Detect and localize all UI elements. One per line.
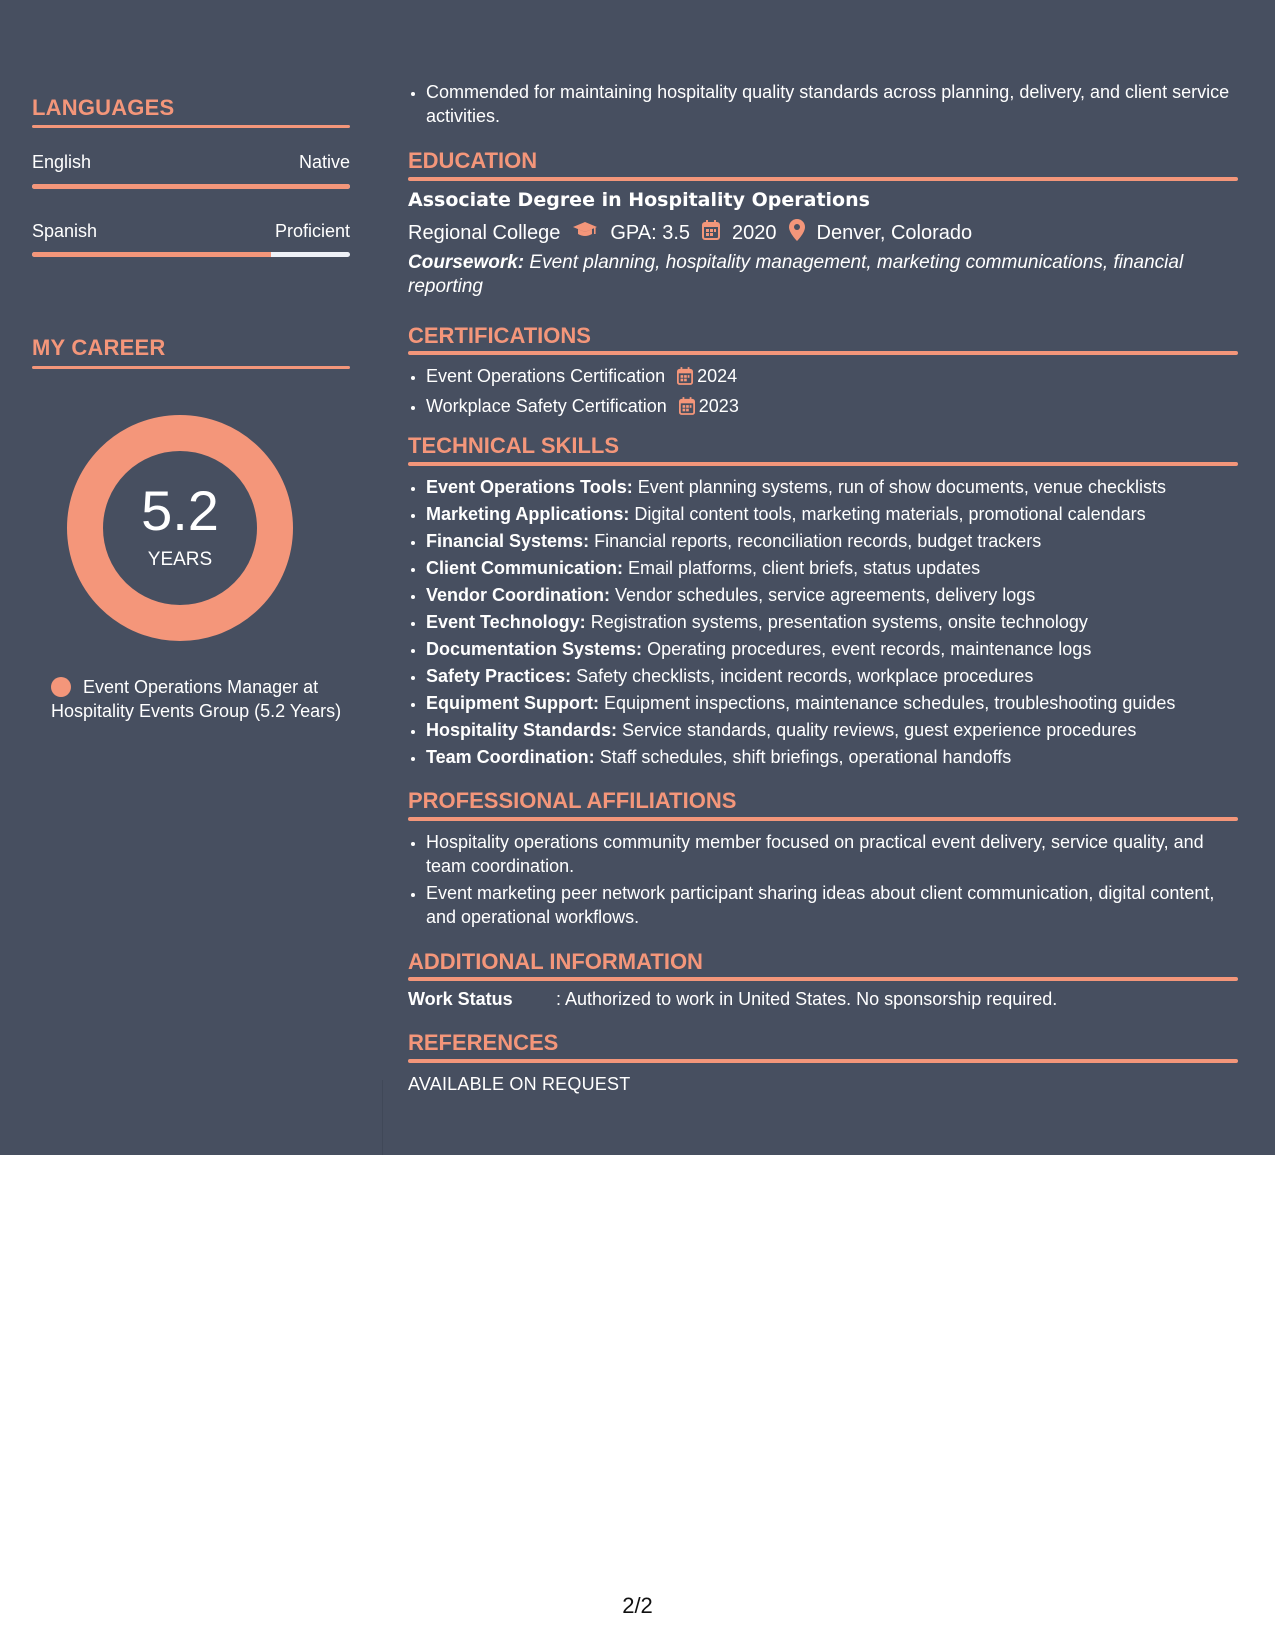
skill-value: Financial reports, reconciliation records, budget trackers bbox=[594, 531, 1042, 551]
skill-item bbox=[426, 501, 1238, 528]
skill-key: Client Communication: bbox=[426, 558, 623, 578]
skill-key: Vendor Coordination: bbox=[426, 585, 610, 605]
degree-title: Associate Degree in Hospitality Operations bbox=[408, 189, 870, 211]
language-item-english bbox=[32, 152, 350, 173]
language-level: Native bbox=[298, 152, 350, 172]
career-rule bbox=[32, 366, 350, 369]
language-bar-english bbox=[32, 184, 350, 189]
skill-value: Equipment inspections, maintenance schedules, troubleshooting guides bbox=[604, 693, 1176, 713]
certifications-rule bbox=[408, 351, 1238, 355]
certification-year: 2023 bbox=[698, 396, 739, 416]
coursework-text: Event planning, hospitality management, marketing communications, financial reporting bbox=[408, 252, 1184, 297]
skill-item bbox=[426, 663, 1238, 690]
graduation-cap-icon bbox=[572, 221, 598, 245]
additional-info-title: ADDITIONAL INFORMATION bbox=[408, 949, 703, 974]
skill-value: Digital content tools, marketing materials, promotional calendars bbox=[634, 504, 1146, 524]
language-name: Spanish bbox=[32, 221, 98, 241]
education-meta bbox=[408, 219, 1238, 247]
career-total-unit: YEARS bbox=[147, 549, 213, 570]
column-divider bbox=[382, 1080, 383, 1155]
experience-bullet: • Commended for maintaining hospitality quality standards across planning, delivery, and client service activities. bbox=[426, 80, 1238, 128]
certification-name: Event Operations Certification bbox=[426, 366, 666, 386]
coursework-label: Coursework: bbox=[408, 252, 525, 273]
skill-item bbox=[426, 474, 1238, 501]
education-location: Denver, Colorado bbox=[816, 221, 973, 244]
affiliations-rule bbox=[408, 817, 1238, 821]
skill-key: Team Coordination: bbox=[426, 747, 595, 767]
certifications-list bbox=[408, 363, 1238, 423]
work-status-label: Work Status bbox=[408, 989, 513, 1009]
languages-title: LANGUAGES bbox=[32, 95, 175, 120]
technical-skills-list bbox=[408, 474, 1238, 771]
skill-key: Event Technology: bbox=[426, 612, 586, 632]
skill-item bbox=[426, 717, 1238, 744]
additional-info-rule bbox=[408, 977, 1238, 981]
career-legend-item bbox=[51, 675, 351, 723]
education-title: EDUCATION bbox=[408, 148, 538, 173]
skill-item bbox=[426, 744, 1238, 771]
work-status-row bbox=[408, 989, 1238, 1010]
language-level: Proficient bbox=[274, 221, 350, 241]
skill-key: Marketing Applications: bbox=[426, 504, 630, 524]
skill-value: Registration systems, presentation systems, onsite technology bbox=[590, 612, 1088, 632]
affiliations-title: PROFESSIONAL AFFILIATIONS bbox=[408, 788, 737, 813]
language-bar-spanish bbox=[32, 252, 350, 257]
affiliation-item: • Hospitality operations community member focused on practical event delivery, service quality, and team coordination. bbox=[426, 830, 1238, 878]
gpa-text: GPA: 3.5 bbox=[610, 221, 690, 244]
career-title: MY CAREER bbox=[32, 335, 166, 360]
references-rule bbox=[408, 1059, 1238, 1063]
affiliations-list bbox=[408, 830, 1238, 929]
technical-skills-title: TECHNICAL SKILLS bbox=[408, 433, 620, 458]
skill-key: Hospitality Standards: bbox=[426, 720, 618, 740]
skill-value: Safety checklists, incident records, workplace procedures bbox=[576, 666, 1034, 686]
certification-item bbox=[426, 363, 1238, 393]
page-number: 2/2 bbox=[622, 1593, 653, 1618]
school-name: Regional College bbox=[408, 221, 561, 244]
language-name: English bbox=[32, 152, 92, 172]
experience-tail bbox=[408, 80, 1238, 128]
skill-value: Staff schedules, shift briefings, operational handoffs bbox=[599, 747, 1012, 767]
skill-value: Event planning systems, run of show documents, venue checklists bbox=[637, 477, 1166, 497]
calendar-icon bbox=[679, 396, 695, 423]
skill-key: Safety Practices: bbox=[426, 666, 572, 686]
skill-item bbox=[426, 609, 1238, 636]
skill-value: Vendor schedules, service agreements, delivery logs bbox=[615, 585, 1036, 605]
skill-key: Financial Systems: bbox=[426, 531, 590, 551]
education-rule bbox=[408, 177, 1238, 181]
language-item-spanish bbox=[32, 221, 350, 242]
career-legend-label: Event Operations Manager at Hospitality Events Group (5.2 Years) bbox=[51, 677, 342, 721]
skill-key: Event Operations Tools: bbox=[426, 477, 633, 497]
career-total-value: 5.2 bbox=[141, 479, 219, 542]
skill-item bbox=[426, 582, 1238, 609]
certification-item bbox=[426, 393, 1238, 423]
certification-year: 2024 bbox=[697, 366, 738, 386]
skill-item bbox=[426, 636, 1238, 663]
skill-item bbox=[426, 555, 1238, 582]
career-legend-dot bbox=[51, 677, 71, 697]
skill-key: Documentation Systems: bbox=[426, 639, 643, 659]
skill-item bbox=[426, 528, 1238, 555]
calendar-icon bbox=[677, 366, 693, 393]
language-bar-fill bbox=[32, 184, 350, 189]
references-title: REFERENCES bbox=[408, 1030, 559, 1055]
work-status-value: : Authorized to work in United States. No sponsorship required. bbox=[556, 989, 1058, 1009]
skill-key: Equipment Support: bbox=[426, 693, 599, 713]
map-pin-icon bbox=[789, 219, 805, 247]
affiliation-item: • Event marketing peer network participant sharing ideas about client communication, digital content, and operational workflows. bbox=[426, 881, 1238, 929]
technical-skills-rule bbox=[408, 462, 1238, 466]
skill-value: Operating procedures, event records, maintenance logs bbox=[647, 639, 1092, 659]
certifications-title: CERTIFICATIONS bbox=[408, 323, 591, 348]
calendar-icon bbox=[702, 220, 720, 246]
coursework bbox=[408, 251, 1238, 299]
career-donut-chart bbox=[67, 415, 293, 641]
language-bar-fill bbox=[32, 252, 271, 257]
languages-rule bbox=[32, 125, 350, 128]
skill-value: Email platforms, client briefs, status updates bbox=[628, 558, 981, 578]
skill-value: Service standards, quality reviews, guest experience procedures bbox=[622, 720, 1137, 740]
graduation-year: 2020 bbox=[732, 221, 777, 244]
references-text: AVAILABLE ON REQUEST bbox=[408, 1074, 631, 1094]
certification-name: Workplace Safety Certification bbox=[426, 396, 667, 416]
skill-item bbox=[426, 690, 1238, 717]
